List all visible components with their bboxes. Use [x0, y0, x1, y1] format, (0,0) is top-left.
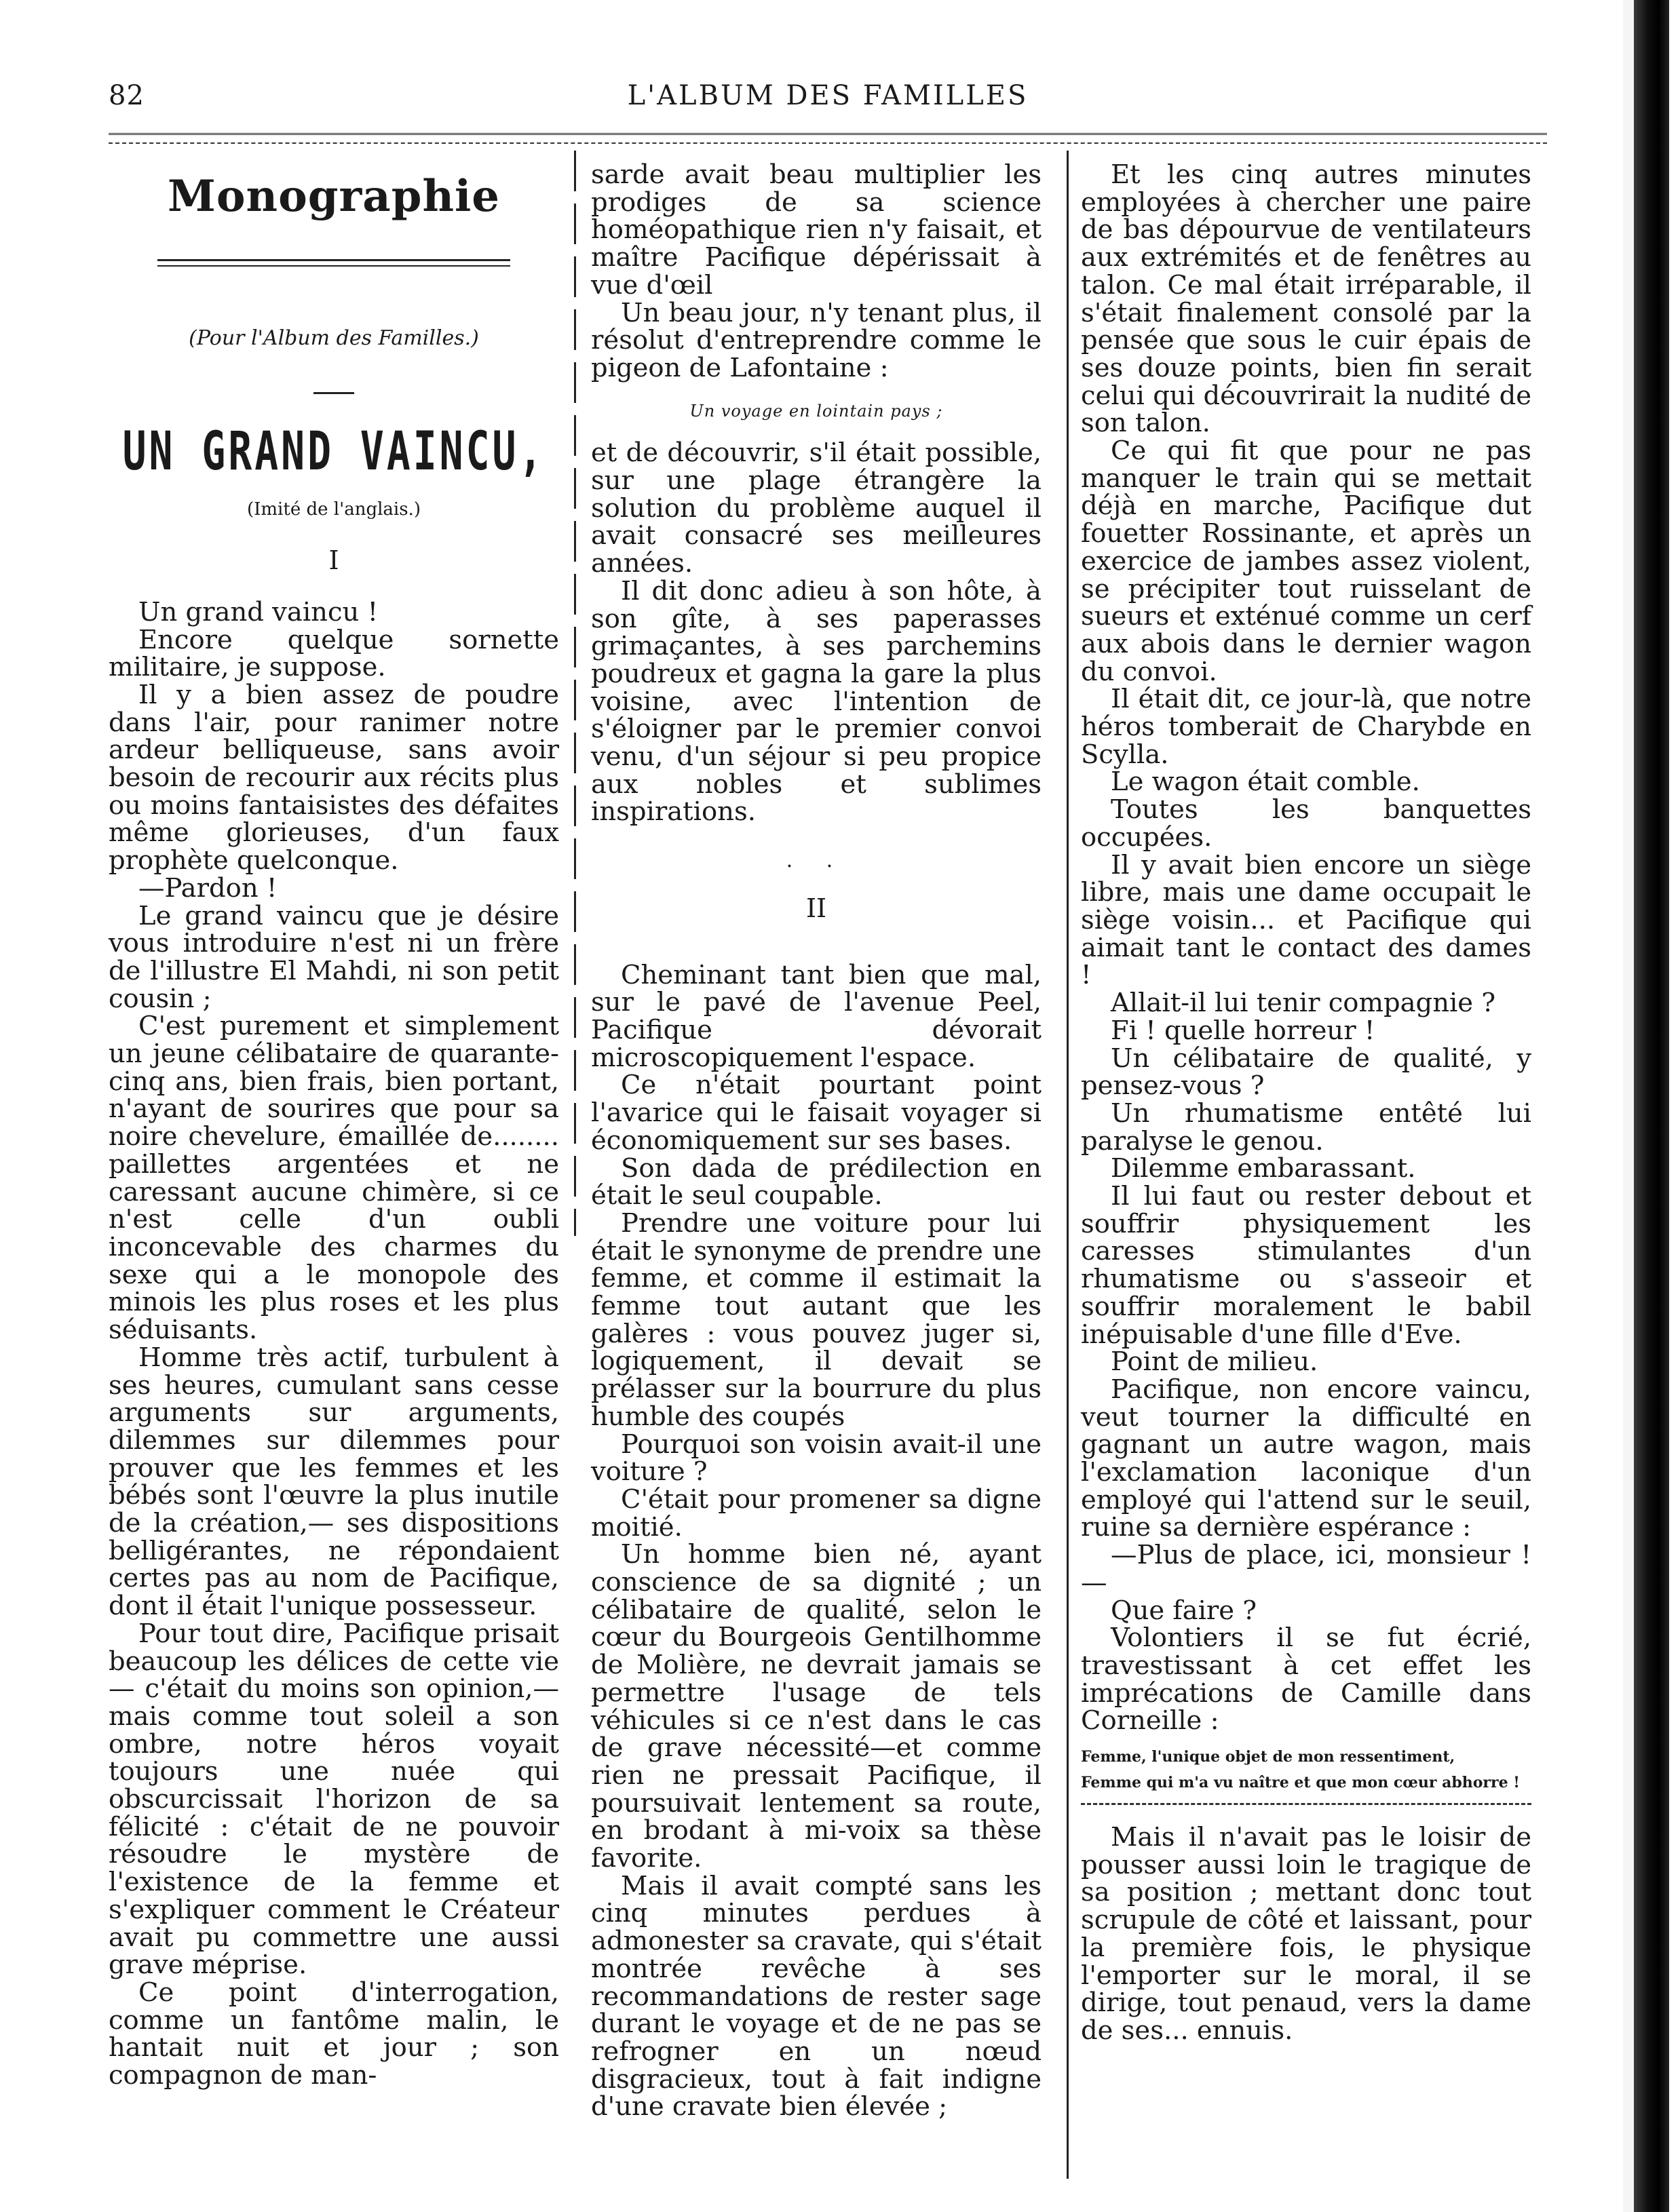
- header-rule: [109, 133, 1547, 139]
- paragraph: Que faire ?: [1111, 1595, 1257, 1626]
- paragraph: sarde avait beau multiplier les prodiges de sa science homéopathique rien n'y faisait, et maître Pacifique dépérissait à vue d'œil: [591, 159, 1042, 300]
- chapter-number: I: [328, 545, 339, 576]
- paragraph: Il dit donc adieu à son hôte, à son gîte, à ses paperasses grimaçantes, à ses parchemins poudreux et gagna la gare la plus voisine, avec l'intention de s'éloigner par le premier convoi venu, d'un séjour si peu propice aux nobles et sublimes inspirations.: [591, 575, 1042, 828]
- paragraph: Homme très actif, turbulent à ses heures, cumulant sans cesse arguments sur arguments, dilemmes sur dilemmes pour prouver que les femmes et les bébés sont l'œuvre la plus inutile de la création,— ses dispositions belligérantes, ne répondaient certes pas au nom de Pacifique, dont il était l'unique possesseur.: [109, 1342, 559, 1622]
- story-title: UN GRAND VAINCU,: [122, 419, 546, 482]
- paragraph: Un beau jour, n'y tenant plus, il résolut d'entreprendre comme le pigeon de Lafontaine :: [591, 297, 1042, 383]
- paragraph: Il y a bien assez de poudre dans l'air, pour ranimer notre ardeur belliqueuse, sans avoir besoin de recourir aux récits plus ou moins fantaisistes des défaites même glorieuses, d'un faux prophète quelconque.: [109, 679, 559, 876]
- paragraph: Ce qui fit que pour ne pas manquer le train qui se mettait déjà en marche, Pacifique dut fouetter Rossinante, et après un exercice de jambes assez violent, se précipiter tout ruisselant de sueurs et exténué comme un cerf aux abois dans le dernier wagon du convoi.: [1081, 435, 1531, 687]
- ornament-separator: · ·: [786, 855, 847, 879]
- paragraph: Le wagon était comble.: [1111, 767, 1420, 798]
- paragraph: Un célibataire de qualité, y pensez-vous ?: [1081, 1043, 1531, 1102]
- paragraph: Il lui faut ou rester debout et souffrir physiquement les caresses stimulantes d'un rhumatisme ou s'asseoir et souffrir moralement le babil inépuisable d'une fille d'Eve.: [1081, 1181, 1531, 1350]
- paragraph: Mais il avait compté sans les cinq minutes perdues à admonester sa cravate, qui s'était montrée revêche à ses recommandations de rester sage durant le voyage et de ne pas se refrogner en un nœud disgracieux, tout à fait indigne d'une cravate bien élevée ;: [591, 1870, 1042, 2122]
- column-divider: [1067, 151, 1069, 2179]
- binding-shadow: [1634, 0, 1669, 2212]
- byline: (Pour l'Album des Familles.): [189, 326, 479, 350]
- paragraph: Pour tout dire, Pacifique prisait beaucoup les délices de cette vie— c'était du moins son opinion,—mais comme tout soleil a son ombre, notre héros voyait toujours une nuée qui obscurcissait l'horizon de sa félicité : c'était de ne pouvoir résoudre le mystère de l'existence de la femme et s'expliquer comment le Créateur avait pu commettre une aussi grave méprise.: [109, 1618, 559, 1981]
- page-header: [109, 80, 1547, 121]
- paragraph: —Plus de place, ici, monsieur !—: [1081, 1540, 1531, 1598]
- paragraph: Pacifique, non encore vaincu, veut tourner la difficulté en gagnant un autre wagon, mais l'exclamation laconique d'un employé qui l'attend sur le seuil, ruine sa dernière espérance :: [1081, 1374, 1531, 1543]
- paragraph: Le grand vaincu que je désire vous introduire n'est ni un frère de l'illustre El Mahdi, ni son petit cousin ;: [109, 900, 559, 1014]
- header-dashed-rule: [109, 142, 1547, 144]
- section-title: Monographie: [168, 171, 500, 222]
- verse-quote: Un voyage en lointain pays ;: [689, 401, 943, 421]
- column-3: [1081, 161, 1531, 2169]
- paragraph: —Pardon !: [138, 872, 278, 904]
- running-title: L'ALBUM DES FAMILLES: [627, 80, 1029, 111]
- paragraph: Son dada de prédilection en était le seul coupable.: [591, 1152, 1042, 1211]
- title-rule: [157, 259, 510, 267]
- column-1: [109, 161, 559, 2169]
- paragraph: Point de milieu.: [1111, 1346, 1318, 1378]
- page-number: 82: [109, 80, 145, 111]
- paragraph: et de découvrir, s'il était possible, sur une plage étrangère la solution du problème auquel il avait consacré ses meilleures années.: [591, 438, 1042, 579]
- column-divider: [574, 151, 576, 1236]
- paragraph: Allait-il lui tenir compagnie ?: [1111, 988, 1495, 1019]
- paragraph: Dilemme embarassant.: [1111, 1153, 1416, 1184]
- paragraph: C'était pour promener sa digne moitié.: [591, 1483, 1042, 1542]
- page-edge: [1623, 0, 1634, 2212]
- verse-line: Femme, l'unique objet de mon ressentiment,: [1081, 1748, 1455, 1766]
- paragraph: Toutes les banquettes occupées.: [1081, 794, 1531, 853]
- verse-line: Femme qui m'a vu naître et que mon cœur abhorre !: [1081, 1774, 1520, 1792]
- paragraph: Il était dit, ce jour-là, que notre héros tomberait de Charybde en Scylla.: [1081, 684, 1531, 770]
- story-subtitle: (Imité de l'anglais.): [246, 499, 421, 520]
- paragraph: Volontiers il se fut écrié, travestissant à cet effet les imprécations de Camille dans Corneille :: [1081, 1623, 1531, 1736]
- paragraph: Un grand vaincu !: [138, 596, 379, 627]
- dash-separator: [313, 392, 354, 394]
- paragraph: Et les cinq autres minutes employées à chercher une paire de bas dépourvue de ventilateurs aux extrémités et de fenêtres au talon. Ce mal était irréparable, il s'était finalement consolé par la pensée que sous le cuir épais de ses douze points, bien fin serait celui qui découvrirait la nudité de son talon.: [1081, 159, 1531, 439]
- dashed-rule: [1081, 1803, 1531, 1805]
- paragraph: Prendre une voiture pour lui était le synonyme de prendre une femme, et comme il estimait la femme tout autant que les galères : vous pouvez juger si, logiquement, il devait se prélasser sur la bourrure du plus humble des coupés: [591, 1207, 1042, 1432]
- paragraph: Ce point d'interrogation, comme un fantôme malin, le hantait nuit et jour ; son compagnon de man-: [109, 1977, 559, 2091]
- column-2: [591, 161, 1042, 2169]
- paragraph: Mais il n'avait pas le loisir de pousser aussi loin le tragique de sa position ; mettant donc tout scrupule de côté et laissant, pour la première fois, le physique l'emporter sur le moral, il se dirige, tout penaud, vers la dame de ses... ennuis.: [1081, 1822, 1531, 2046]
- paragraph: Cheminant tant bien que mal, sur le pavé de l'avenue Peel, Pacifique dévorait microscopiquement l'espace.: [591, 959, 1042, 1073]
- paragraph: Ce n'était pourtant point l'avarice qui le faisait voyager si économiquement sur ses bases.: [591, 1070, 1042, 1156]
- paragraph: Un homme bien né, ayant conscience de sa dignité ; un célibataire de qualité, selon le cœur du Bourgeois Gentilhomme de Molière, ne devrait jamais se permettre l'usage de tels véhicules si ce n'est dans le cas de grave nécessité—et comme rien ne pressait Pacifique, il poursuivait lentement sa route, en brodant à mi-voix sa thèse favorite.: [591, 1539, 1042, 1874]
- paragraph: Pourquoi son voisin avait-il une voiture ?: [591, 1429, 1042, 1488]
- paragraph: Un rhumatisme entêté lui paralyse le genou.: [1081, 1098, 1531, 1157]
- paragraph: C'est purement et simplement un jeune célibataire de quarante-cinq ans, bien frais, bien portant, n'ayant de sourires que pour sa noire chevelure, émaillée de........ paillettes argentées et ne caressant aucune chimère, si ce n'est celle d'un oubli inconcevable des charmes du sexe qui a le monopole des minois les plus roses et les plus séduisants.: [109, 1011, 559, 1346]
- chapter-number: II: [805, 893, 827, 923]
- paragraph: Il y avait bien encore un siège libre, mais une dame occupait le siège voisin... et Pacifique qui aimait tant le contact des dames !: [1081, 849, 1531, 991]
- paragraph: Fi ! quelle horreur !: [1111, 1015, 1375, 1046]
- paragraph: Encore quelque sornette militaire, je suppose.: [109, 624, 559, 683]
